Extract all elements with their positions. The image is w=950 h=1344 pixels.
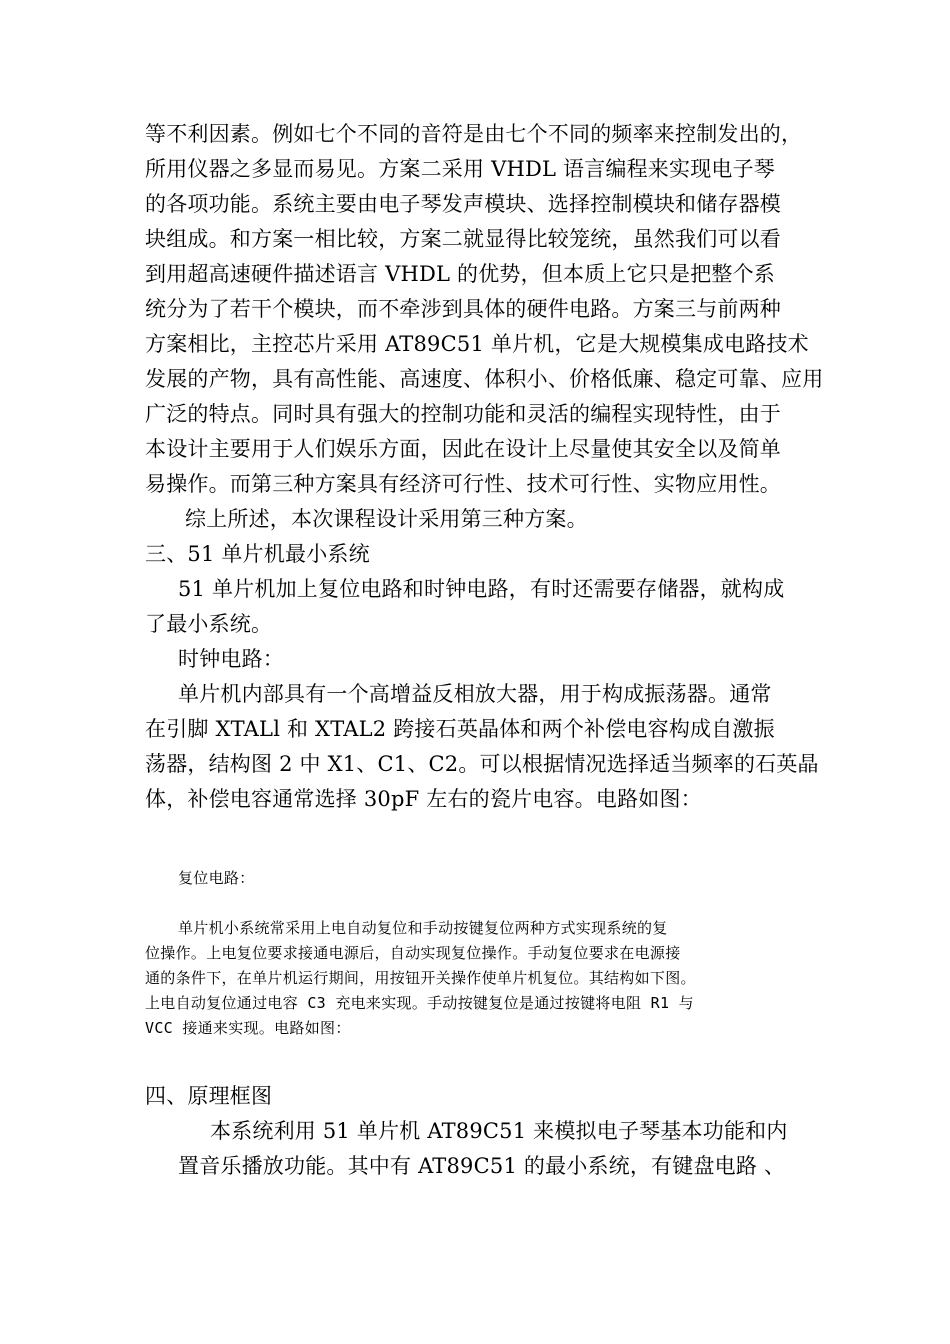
para1-line-4: 块组成。和方案一相比较，方案二就显得比较笼统，虽然我们可以看 — [145, 227, 781, 251]
para1-line-5: 到用超高速硬件描述语言 VHDL 的优势，但本质上它只是把整个系 — [145, 262, 776, 286]
section4-para-line-1: 本系统利用 51 单片机 AT89C51 来模拟电子琴基本功能和内 — [210, 1119, 788, 1143]
reset-para-line-5: VCC 接通来实现。电路如图： — [145, 1019, 351, 1037]
conclusion-text: 综上所述，本次课程设计采用第三种方案。 — [185, 507, 588, 531]
section4-heading: 四、原理框图 — [145, 1084, 273, 1108]
section3-intro-line-2: 了最小系统。 — [145, 612, 273, 636]
reset-heading: 复位电路： — [178, 869, 255, 887]
para1-line-1: 等不利因素。例如七个不同的音符是由七个不同的频率来控制发出的， — [145, 122, 803, 146]
reset-para-line-3: 通的条件下，在单片机运行期间，用按钮开关操作使单片机复位。其结构如下图。 — [145, 969, 696, 987]
para1-line-2: 所用仪器之多显而易见。方案二采用 VHDL 语言编程来实现电子琴 — [145, 157, 776, 181]
section4-para-line-2: 置音乐播放功能。其中有 AT89C51 的最小系统，有键盘电路 、 — [178, 1154, 786, 1178]
para1-line-10: 本设计主要用于人们娱乐方面，因此在设计上尽量使其安全以及简单 — [145, 437, 781, 461]
reset-para-line-4: 上电自动复位通过电容 C3 充电来实现。手动按键复位是通过按键将电阻 R1 与 — [145, 994, 694, 1012]
clock-para-line-1: 单片机内部具有一个高增益反相放大器，用于构成振荡器。通常 — [178, 682, 772, 706]
clock-para-line-4: 体，补偿电容通常选择 30pF 左右的瓷片电容。电路如图： — [145, 787, 702, 811]
para1-line-7: 方案相比，主控芯片采用 AT89C51 单片机，它是大规模集成电路技术 — [145, 332, 809, 356]
para1-line-6: 统分为了若干个模块，而不牵涉到具体的硬件电路。方案三与前两种 — [145, 297, 781, 321]
para1-line-9: 广泛的特点。同时具有强大的控制功能和灵活的编程实现特性，由于 — [145, 402, 781, 426]
section3-intro-line-1: 51 单片机加上复位电路和时钟电路，有时还需要存储器，就构成 — [178, 577, 785, 601]
para1-line-8: 发展的产物，具有高性能、高速度、体积小、价格低廉、稳定可靠、应用 — [145, 367, 824, 391]
para1-line-11: 易操作。而第三种方案具有经济可行性、技术可行性、实物应用性。 — [145, 472, 781, 496]
clock-para-line-3: 荡器，结构图 2 中 X1、C1、C2。可以根据情况选择适当频率的石英晶 — [145, 752, 819, 776]
para1-line-3: 的各项功能。系统主要由电子琴发声模块、选择控制模块和储存器模 — [145, 192, 781, 216]
reset-para-line-1: 单片机小系统常采用上电自动复位和手动按键复位两种方式实现系统的复 — [178, 919, 668, 937]
reset-para-line-2: 位操作。上电复位要求接通电源后，自动实现复位操作。手动复位要求在电源接 — [145, 944, 681, 962]
clock-heading: 时钟电路： — [178, 647, 284, 671]
clock-para-line-2: 在引脚 XTALl 和 XTAL2 跨接石英晶体和两个补偿电容构成自激振 — [145, 717, 775, 741]
section3-heading: 三、51 单片机最小系统 — [145, 542, 370, 566]
